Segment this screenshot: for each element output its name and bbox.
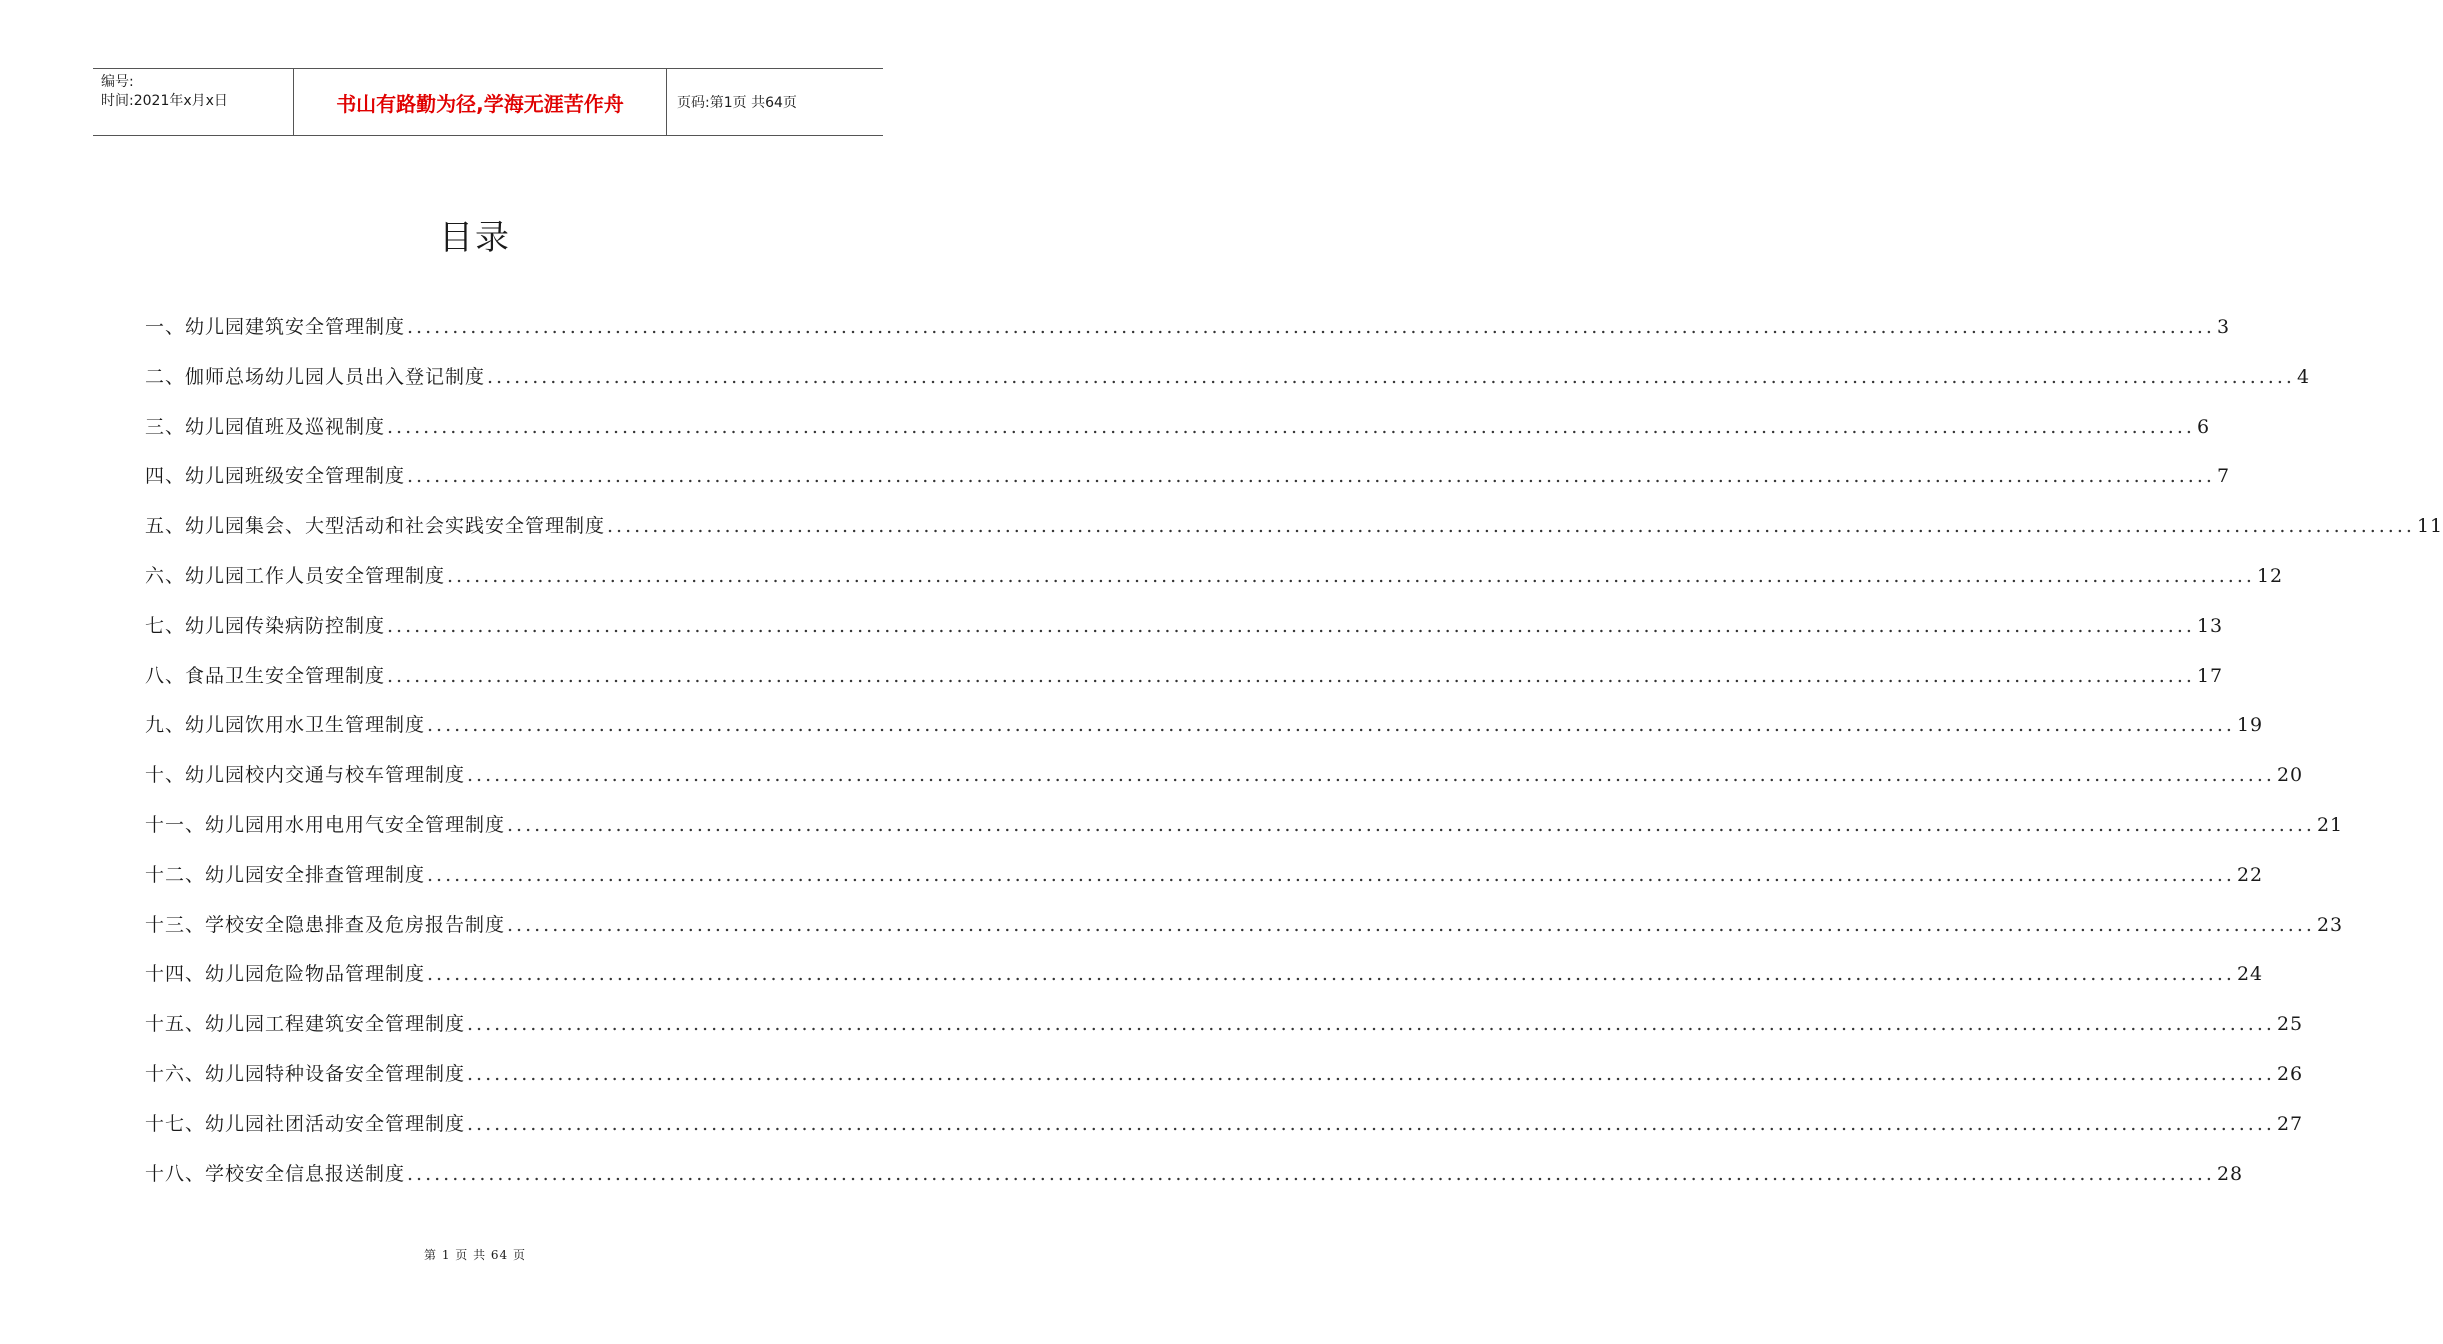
toc-entry-title: 七、幼儿园传染病防控制度 bbox=[145, 614, 386, 637]
toc-entry-title: 十八、学校安全信息报送制度 bbox=[145, 1162, 406, 1185]
toc-dot-leader: ........................................................................................................................................................................................................ bbox=[467, 1013, 2275, 1036]
toc-entry-title: 十一、幼儿园用水用电用气安全管理制度 bbox=[145, 813, 506, 836]
toc-entry[interactable] bbox=[145, 910, 2344, 960]
toc-dot-leader: ........................................................................................................................................................................................................ bbox=[467, 1062, 2275, 1085]
toc-entry-title: 一、幼儿园建筑安全管理制度 bbox=[145, 316, 406, 338]
header-motto: 书山有路勤为径,学海无涯苦作舟 bbox=[294, 69, 667, 135]
toc-entry[interactable] bbox=[145, 810, 2344, 860]
toc-entry-page: 27 bbox=[2276, 1112, 2304, 1135]
toc-dot-leader: ........................................................................................................................................................................................................ bbox=[407, 1162, 2215, 1185]
toc-entry[interactable] bbox=[145, 661, 2224, 711]
header-page-info: 页码:第1页 共64页 bbox=[677, 95, 797, 111]
toc-dot-leader: ........................................................................................................................................................................................................ bbox=[427, 714, 2235, 737]
toc-entry-page: 23 bbox=[2316, 913, 2344, 936]
toc-entry-page: 20 bbox=[2276, 764, 2304, 787]
toc-entry-title: 二、伽师总场幼儿园人员出入登记制度 bbox=[145, 365, 486, 388]
toc-entry-page: 11 bbox=[2416, 515, 2443, 538]
toc-entry[interactable] bbox=[145, 1109, 2304, 1159]
toc-dot-leader: ........................................................................................................................................................................................................ bbox=[487, 365, 2295, 388]
toc-dot-leader: ........................................................................................................................................................................................................ bbox=[387, 664, 2195, 687]
toc-entry[interactable] bbox=[145, 312, 2231, 362]
toc-entry-title: 十三、学校安全隐患排查及危房报告制度 bbox=[145, 913, 506, 936]
toc-entry[interactable] bbox=[145, 1159, 2244, 1209]
toc-entry-title: 十二、幼儿园安全排查管理制度 bbox=[145, 863, 426, 886]
toc-entry-title: 五、幼儿园集会、大型活动和社会实践安全管理制度 bbox=[145, 515, 606, 538]
toc-entry[interactable] bbox=[145, 561, 2284, 611]
toc-entry-title: 十四、幼儿园危险物品管理制度 bbox=[145, 963, 426, 986]
toc-entry[interactable] bbox=[145, 710, 2264, 760]
toc-entry[interactable] bbox=[145, 1009, 2304, 1059]
toc-entry-title: 十六、幼儿园特种设备安全管理制度 bbox=[145, 1062, 466, 1085]
toc-dot-leader: ........................................................................................................................................................................................................ bbox=[607, 515, 2415, 538]
toc-entry-title: 八、食品卫生安全管理制度 bbox=[145, 664, 386, 687]
toc-entry-title: 三、幼儿园值班及巡视制度 bbox=[145, 415, 386, 438]
toc-entry-page: 4 bbox=[2296, 365, 2311, 388]
toc-entry-page: 26 bbox=[2276, 1062, 2304, 1085]
toc-dot-leader: ........................................................................................................................................................................................................ bbox=[427, 963, 2235, 986]
toc-entry-title: 十七、幼儿园社团活动安全管理制度 bbox=[145, 1112, 466, 1135]
toc-entry[interactable] bbox=[145, 511, 2443, 561]
page-header bbox=[93, 68, 883, 136]
toc-entry-page: 25 bbox=[2276, 1013, 2304, 1036]
toc-entry-title: 十五、幼儿园工程建筑安全管理制度 bbox=[145, 1013, 466, 1036]
toc-dot-leader: ........................................................................................................................................................................................................ bbox=[467, 764, 2275, 787]
toc-entry-title: 六、幼儿园工作人员安全管理制度 bbox=[145, 564, 446, 587]
toc-entry-title: 十、幼儿园校内交通与校车管理制度 bbox=[145, 764, 466, 787]
toc-entry-page: 3 bbox=[2216, 316, 2231, 338]
header-number-label: 编号: bbox=[101, 74, 134, 90]
toc-entry-page: 6 bbox=[2196, 415, 2211, 438]
toc-entry[interactable] bbox=[145, 959, 2264, 1009]
toc-entry-title: 四、幼儿园班级安全管理制度 bbox=[145, 465, 406, 488]
toc-entry[interactable] bbox=[145, 1059, 2304, 1109]
toc-entry[interactable] bbox=[145, 412, 2211, 462]
toc-entry-page: 28 bbox=[2216, 1162, 2244, 1185]
toc-dot-leader: ........................................................................................................................................................................................................ bbox=[407, 316, 2215, 338]
toc-entry-title: 九、幼儿园饮用水卫生管理制度 bbox=[145, 714, 426, 737]
toc-entry[interactable] bbox=[145, 362, 2311, 412]
toc-dot-leader: ........................................................................................................................................................................................................ bbox=[507, 913, 2315, 936]
toc-entry-page: 13 bbox=[2196, 614, 2224, 637]
toc-dot-leader: ........................................................................................................................................................................................................ bbox=[387, 415, 2195, 438]
toc-entry-page: 24 bbox=[2236, 963, 2264, 986]
header-meta bbox=[93, 69, 294, 135]
table-of-contents bbox=[145, 312, 2443, 1208]
toc-dot-leader: ........................................................................................................................................................................................................ bbox=[427, 863, 2235, 886]
toc-dot-leader: ........................................................................................................................................................................................................ bbox=[387, 614, 2195, 637]
toc-entry-page: 19 bbox=[2236, 714, 2264, 737]
toc-dot-leader: ........................................................................................................................................................................................................ bbox=[447, 564, 2255, 587]
page-title: 目录 bbox=[439, 218, 511, 258]
toc-entry-page: 17 bbox=[2196, 664, 2224, 687]
page-footer: 第 1 页 共 64 页 bbox=[424, 1248, 526, 1262]
toc-entry[interactable] bbox=[145, 611, 2224, 661]
toc-entry-page: 12 bbox=[2256, 564, 2284, 587]
toc-entry[interactable] bbox=[145, 860, 2264, 910]
toc-entry-page: 21 bbox=[2316, 813, 2344, 836]
toc-entry[interactable] bbox=[145, 461, 2231, 511]
toc-dot-leader: ........................................................................................................................................................................................................ bbox=[507, 813, 2315, 836]
toc-dot-leader: ........................................................................................................................................................................................................ bbox=[467, 1112, 2275, 1135]
toc-dot-leader: ........................................................................................................................................................................................................ bbox=[407, 465, 2215, 488]
toc-entry-page: 22 bbox=[2236, 863, 2264, 886]
toc-entry[interactable] bbox=[145, 760, 2304, 810]
header-time-label: 时间:2021年x月x日 bbox=[101, 93, 228, 109]
toc-entry-page: 7 bbox=[2216, 465, 2231, 488]
